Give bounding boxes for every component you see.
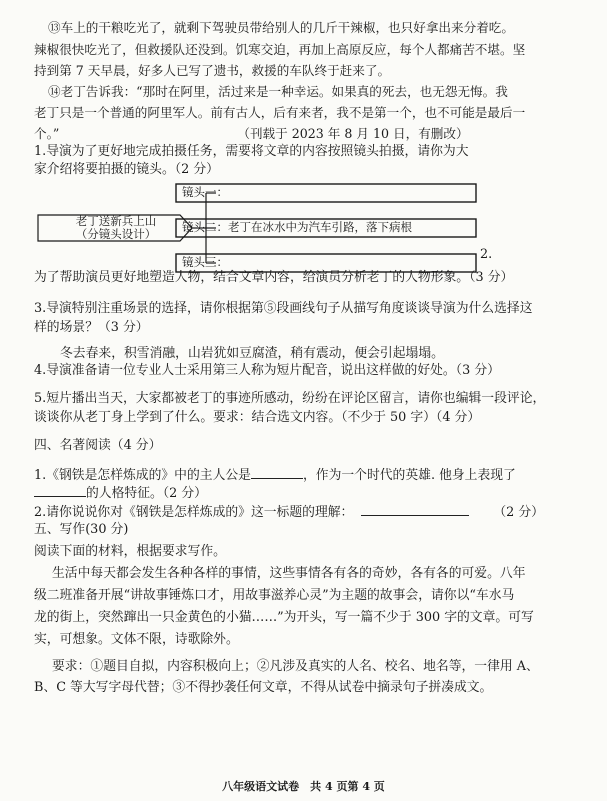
section-4-q2-line [34, 503, 582, 521]
section-4-q1-mid: ，作为一个时代的英雄. 他身上表现了 [302, 468, 516, 483]
page-footer: 八年级语文试卷 共 4 页第 4 页 [222, 780, 385, 793]
passage-p13-line2: 辣椒很快吃光了，但救援队还没到。饥寒交迫，再加上高原反应，每个人都痛苦不堪。坚 [34, 42, 526, 57]
question-1-line2: 家介绍将要拍摄的镜头。（2 分） [34, 162, 219, 177]
material-line1: 生活中每天都会发生各种各样的事情，这些事情各有各的奇妙，各有各的可爱。八年 [52, 566, 526, 581]
question-2-number: 2. [480, 247, 493, 262]
answer-blank-protagonist[interactable] [251, 466, 303, 479]
question-3-line1: 3.导演特别注重场景的选择，请你根据第⑤段画线句子从描写角度谈谈导演为什么选择这 [34, 301, 533, 316]
passage-p13-line1: ⑬车上的干粮吃光了，就剩下驾驶员带给别人的几斤干辣椒，也只好拿出来分着吃。 [48, 20, 514, 35]
question-1-line1: 1.导演为了更好地完成拍摄任务，需要将文章的内容按照镜头拍摄，请你为大 [34, 144, 469, 159]
section-5-title: 五、写作(30 分) [34, 522, 129, 537]
section-4-q1-line1 [34, 466, 582, 484]
shot-flowchart [30, 178, 500, 273]
section-4-q2-score: （2 分） [493, 505, 544, 520]
material-line3: 龙的街上，突然蹿出一只金黄色的小猫……”为开头，写一篇不少于 300 字的文章。可写 [34, 610, 534, 625]
passage-p13-line3: 持到第 7 天早晨，好多人已写了遗书，救援的车队终于赶来了。 [34, 63, 391, 78]
question-3-quote: 冬去春来，积雪消融，山岩犹如豆腐渣，稍有震动，便会引起塌塌。 [60, 346, 444, 361]
requirements-line1: 要求：①题目自拟，内容积极向上；②凡涉及真实的人名、校名、地名等，一律用 A、 [52, 659, 539, 674]
question-2-line1: 为了帮助演员更好地塑造人物，结合文章内容，给演员分析老丁的人物形象。（3 分） [34, 270, 514, 285]
passage-source-note: （刊载于 2023 年 8 月 10 日，有删改） [237, 126, 469, 141]
question-4-line1: 4.导演准备请一位专业人士采用第三人称为短片配音，说出这样做的好处。（3 分） [34, 363, 500, 378]
question-3-line2: 样的场景？（3 分） [34, 320, 149, 335]
passage-p14-line3 [34, 126, 582, 142]
section-4-q1-prompt: 1.《钢铁是怎样炼成的》中的主人公是 [34, 468, 251, 483]
shot-3-box: 镜头三： [182, 255, 228, 269]
question-5-line1: 5.短片播出当天，大家都被老丁的事迹所感动，纷纷在评论区留言，请你也编辑一段评论， [34, 391, 546, 406]
section-4-q1-end: 的人格特征。（2 分） [86, 486, 207, 501]
shot-2-box: 镜头二：老丁在冰水中为汽车引路，落下病根 [182, 220, 412, 234]
question-5-line2: 谈谈你从老丁身上学到了什么。要求：结合选文内容。（不少于 50 字）（4 分） [34, 410, 481, 425]
shot-1-box: 镜头一： [182, 185, 228, 199]
answer-blank-title-meaning[interactable] [361, 503, 469, 516]
section-4-q2-prompt: 2.请你说说你对《钢铁是怎样炼成的》这一标题的理解： [34, 505, 354, 520]
section-4-title: 四、名著阅读（4 分） [34, 438, 162, 453]
requirements-line2: B、C 等大写字母代替；③不得抄袭任何文章，不得从试卷中摘录句子拼凑成文。 [34, 680, 493, 695]
material-line4: 实，可想象。文体不限，诗歌除外。 [34, 632, 239, 647]
flowchart-source [40, 215, 192, 241]
passage-p14-end: 个。” [34, 126, 60, 141]
passage-p14-line1: ⑭老丁告诉我：“那时在阿里，活过来是一种幸运。如果真的死去，也无怨无悔。我 [48, 84, 508, 99]
material-line2: 级二班准备开展“讲故事锤炼口才，用故事滋养心灵”为主题的故事会，请你以“车水马 [34, 588, 515, 603]
flowchart-source-subtitle: （分镜头设计） [75, 227, 157, 241]
section-5-instruction: 阅读下面的材料，根据要求写作。 [34, 544, 226, 559]
flowchart-source-title: 老丁送新兵上山 [75, 214, 157, 228]
passage-p14-line2: 老丁只是一个普通的阿里军人。前有古人，后有来者，我不是第一个，也不可能是最后一 [34, 105, 526, 120]
answer-blank-traits[interactable] [34, 484, 86, 497]
section-4-q1-line2 [34, 484, 582, 502]
